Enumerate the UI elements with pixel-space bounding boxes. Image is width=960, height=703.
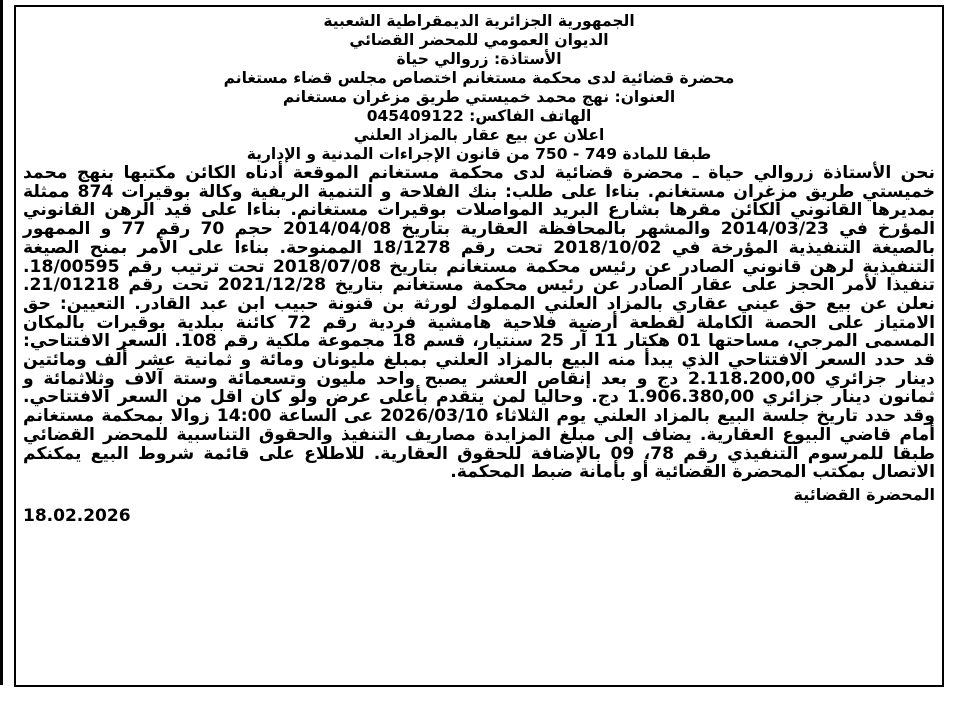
signature-label: المحضرة القضائية bbox=[793, 484, 935, 504]
legal-basis-line: طبقا للمادة 749 - 750 من قانون الإجراءات المدنية و الإدارية bbox=[246, 145, 712, 163]
left-column-rule bbox=[0, 0, 3, 685]
republic-line: الجمهورية الجزائرية الديمقراطية الشعبية bbox=[323, 12, 635, 30]
notice-body: نحن الأستاذة زروالي حياة ـ محضرة قضائية لدى محكمة مستغانم الموقعة أدناه الكائن مكتبها بنهج محمد خميستي طريق مزغران مستغانم. بناءا على طلب: بنك الفلاحة و التنمية الريفية وكالة بوقيرات 874 ممثلة بمديرها القانوني الكائن مقرها بشارع البريد المواصلات بوقيرات مستغانم. بناءا على قيد الرهن القانوني المؤرخ في 2014/03/23 والمشهر بالمحافظة العقارية بتاريخ 2014/04/08 حجم 70 رقم 77 و الممهور بالصيغة التنفيذية المؤرخة في 2018/10/02 تحت رقم 18/1278 الممنوحة. بناءا على الأمر بمنح الصيغة التنفيذية لرهن قانوني الصادر عن رئيس محكمة مستغانم بتاريخ 2018/07/08 تحت ترتيب رقم 18/00595. تنفيذا لأمر الحجز على عقار الصادر عن رئيس محكمة مستغانم بتاريخ 2021/12/28 تحت رقم 21/01218. نعلن عن بيع حق عيني عقاري بالمزاد العلني المملوك لورثة بن قنونة حبيب ابن عبد القادر. التعيين: حق الامتياز على الحصة الكاملة لقطعة أرضية فلاحية هامشية فردية رقم 72 كائنة ببلدية بوقيرات بالمكان المسمى المرجي، مساحتها 01 هكتار 11 آر 25 سنتيار، قسم 18 مجموعة ملكية رقم 108. السعر الافتتاحي: قد حدد السعر الافتتاحي الذي يبدأ منه البيع بالمزاد العلني بمبلغ مليونان ومائة و ثمانية عشر ألف ومائتين دينار جزائري 2.118.200,00 دج و بعد إنقاص العشر يصبح واحد مليون وتسعمائة وستة آلاف وثلاثمائة و ثمانون دينار جزائري 1.906.380,00 دج. وحاليا لمن يتقدم بأعلى عرض ولو كان اقل من السعر الافتتاحي. وقد حدد تاريخ جلسة البيع بالمزاد العلني يوم الثلاثاء 2026/03/10 عى الساعة 14:00 زوالا بمحكمة مستغانم أمام قاضي البيوع العقارية. يضاف إلى مبلغ المزايدة مصاريف التنفيذ والحقوق التناسبية للمحضر القضائي طبقا للمرسوم التنفيذي رقم 78، 09 بالإضافة للحقوق العقارية. للاطلاع على قائمة شروط البيع يمكنكم الاتصال بمكتب المحضرة القضائية أو بأمانة ضبط المحكمة. bbox=[23, 163, 936, 483]
notice-date: 18.02.2026 bbox=[23, 505, 131, 526]
bailiff-name: الأستاذة: زروالي حياة bbox=[396, 50, 562, 68]
notice-footer bbox=[23, 484, 935, 526]
legal-notice-content bbox=[23, 12, 935, 683]
address-line: العنوان: نهج محمد خميستي طريق مزغران مستغانم bbox=[282, 88, 676, 106]
legal-notice-frame bbox=[14, 5, 944, 687]
notice-header bbox=[23, 12, 935, 164]
office-line: الديوان العمومي للمحضر القضائي bbox=[349, 31, 609, 49]
phone-line: الهاتف الفاكس: 045409122 bbox=[366, 107, 592, 125]
notice-title: اعلان عن بيع عقار بالمزاد العلني bbox=[353, 126, 605, 144]
jurisdiction-line: محضرة قضائية لدى محكمة مستغانم اختصاص مجلس قضاء مستغانم bbox=[223, 69, 735, 87]
